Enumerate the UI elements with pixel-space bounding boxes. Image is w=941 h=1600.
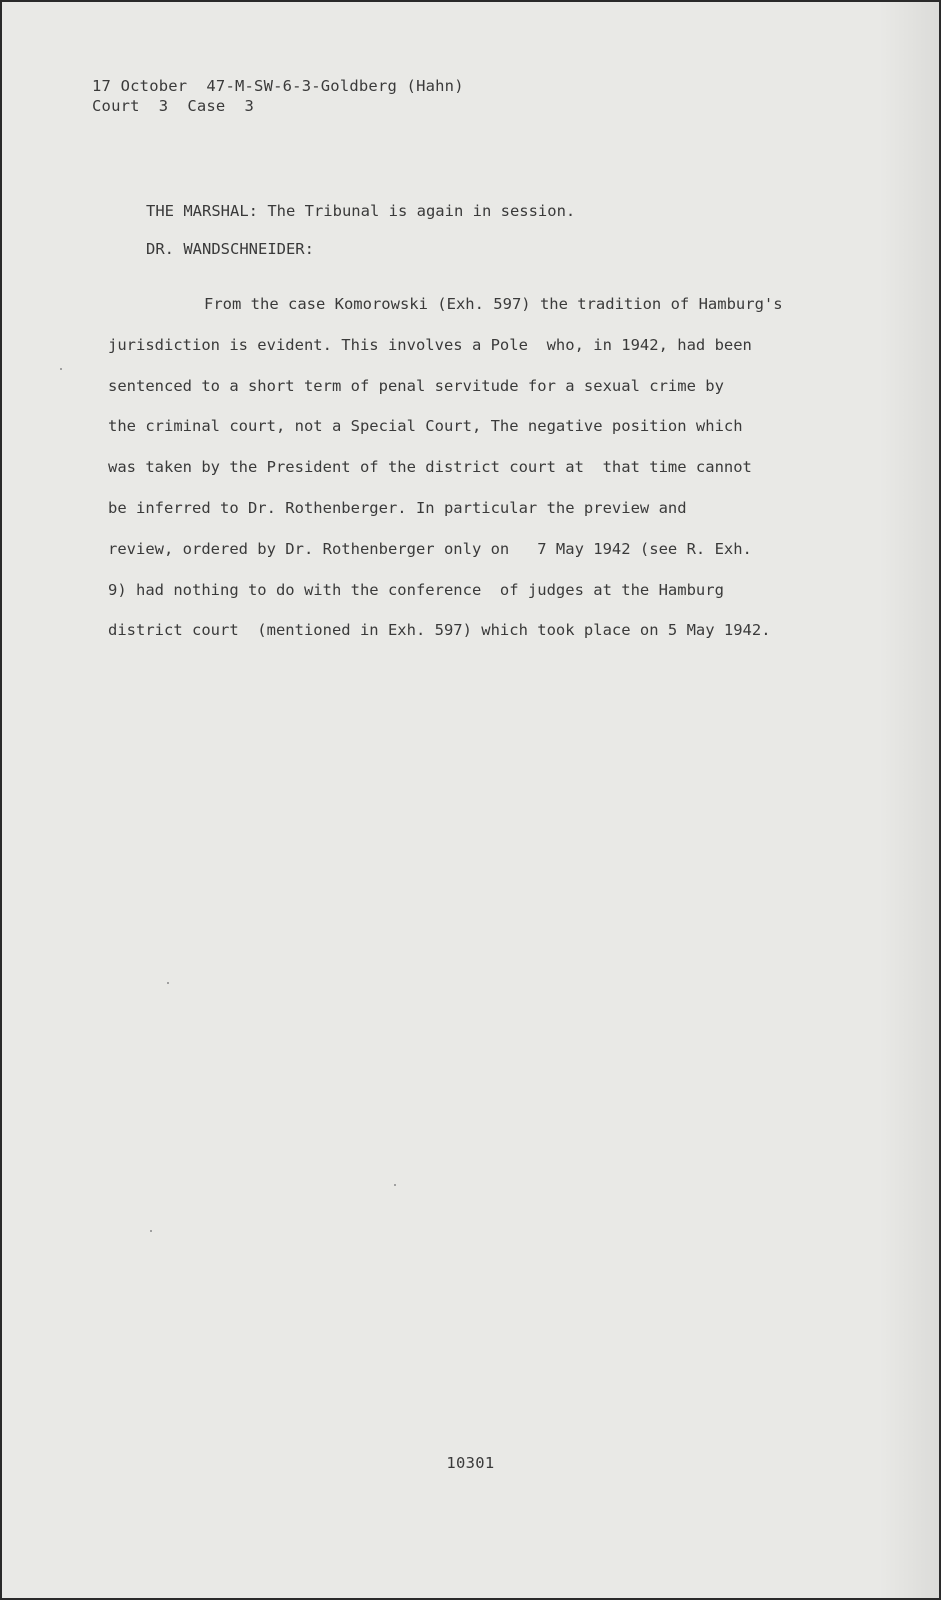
body-line: review, ordered by Dr. Rothenberger only on 7 May 1942 (see R. Exh. (108, 539, 752, 558)
body-line: be inferred to Dr. Rothenberger. In particular the preview and (108, 498, 687, 517)
document-header (92, 76, 464, 116)
paper-speck (394, 1184, 396, 1186)
header-date-line: 17 October 47-M-SW-6-3-Goldberg (Hahn) (92, 77, 464, 95)
marshal-statement: THE MARSHAL: The Tribunal is again in session. (146, 202, 576, 220)
body-line: jurisdiction is evident. This involves a Pole who, in 1942, had been (108, 335, 752, 354)
body-paragraph (108, 284, 783, 651)
speaker-label: DR. WANDSCHNEIDER: (146, 240, 314, 258)
paper-speck (60, 368, 62, 370)
body-line: the criminal court, not a Special Court, The negative position which (108, 417, 743, 436)
body-line: 9) had nothing to do with the conference of judges at the Hamburg (108, 580, 724, 599)
body-line: From the case Komorowski (Exh. 597) the tradition of Hamburg's (204, 295, 783, 313)
body-line: sentenced to a short term of penal servitude for a sexual crime by (108, 376, 724, 395)
header-court-line: Court 3 Case 3 (92, 97, 255, 115)
paper-speck (150, 1230, 152, 1232)
body-line: was taken by the President of the district court at that time cannot (108, 458, 752, 477)
paper-speck (167, 982, 169, 984)
page-number: 10301 (446, 1454, 495, 1472)
body-line: district court (mentioned in Exh. 597) which took place on 5 May 1942. (108, 621, 771, 640)
